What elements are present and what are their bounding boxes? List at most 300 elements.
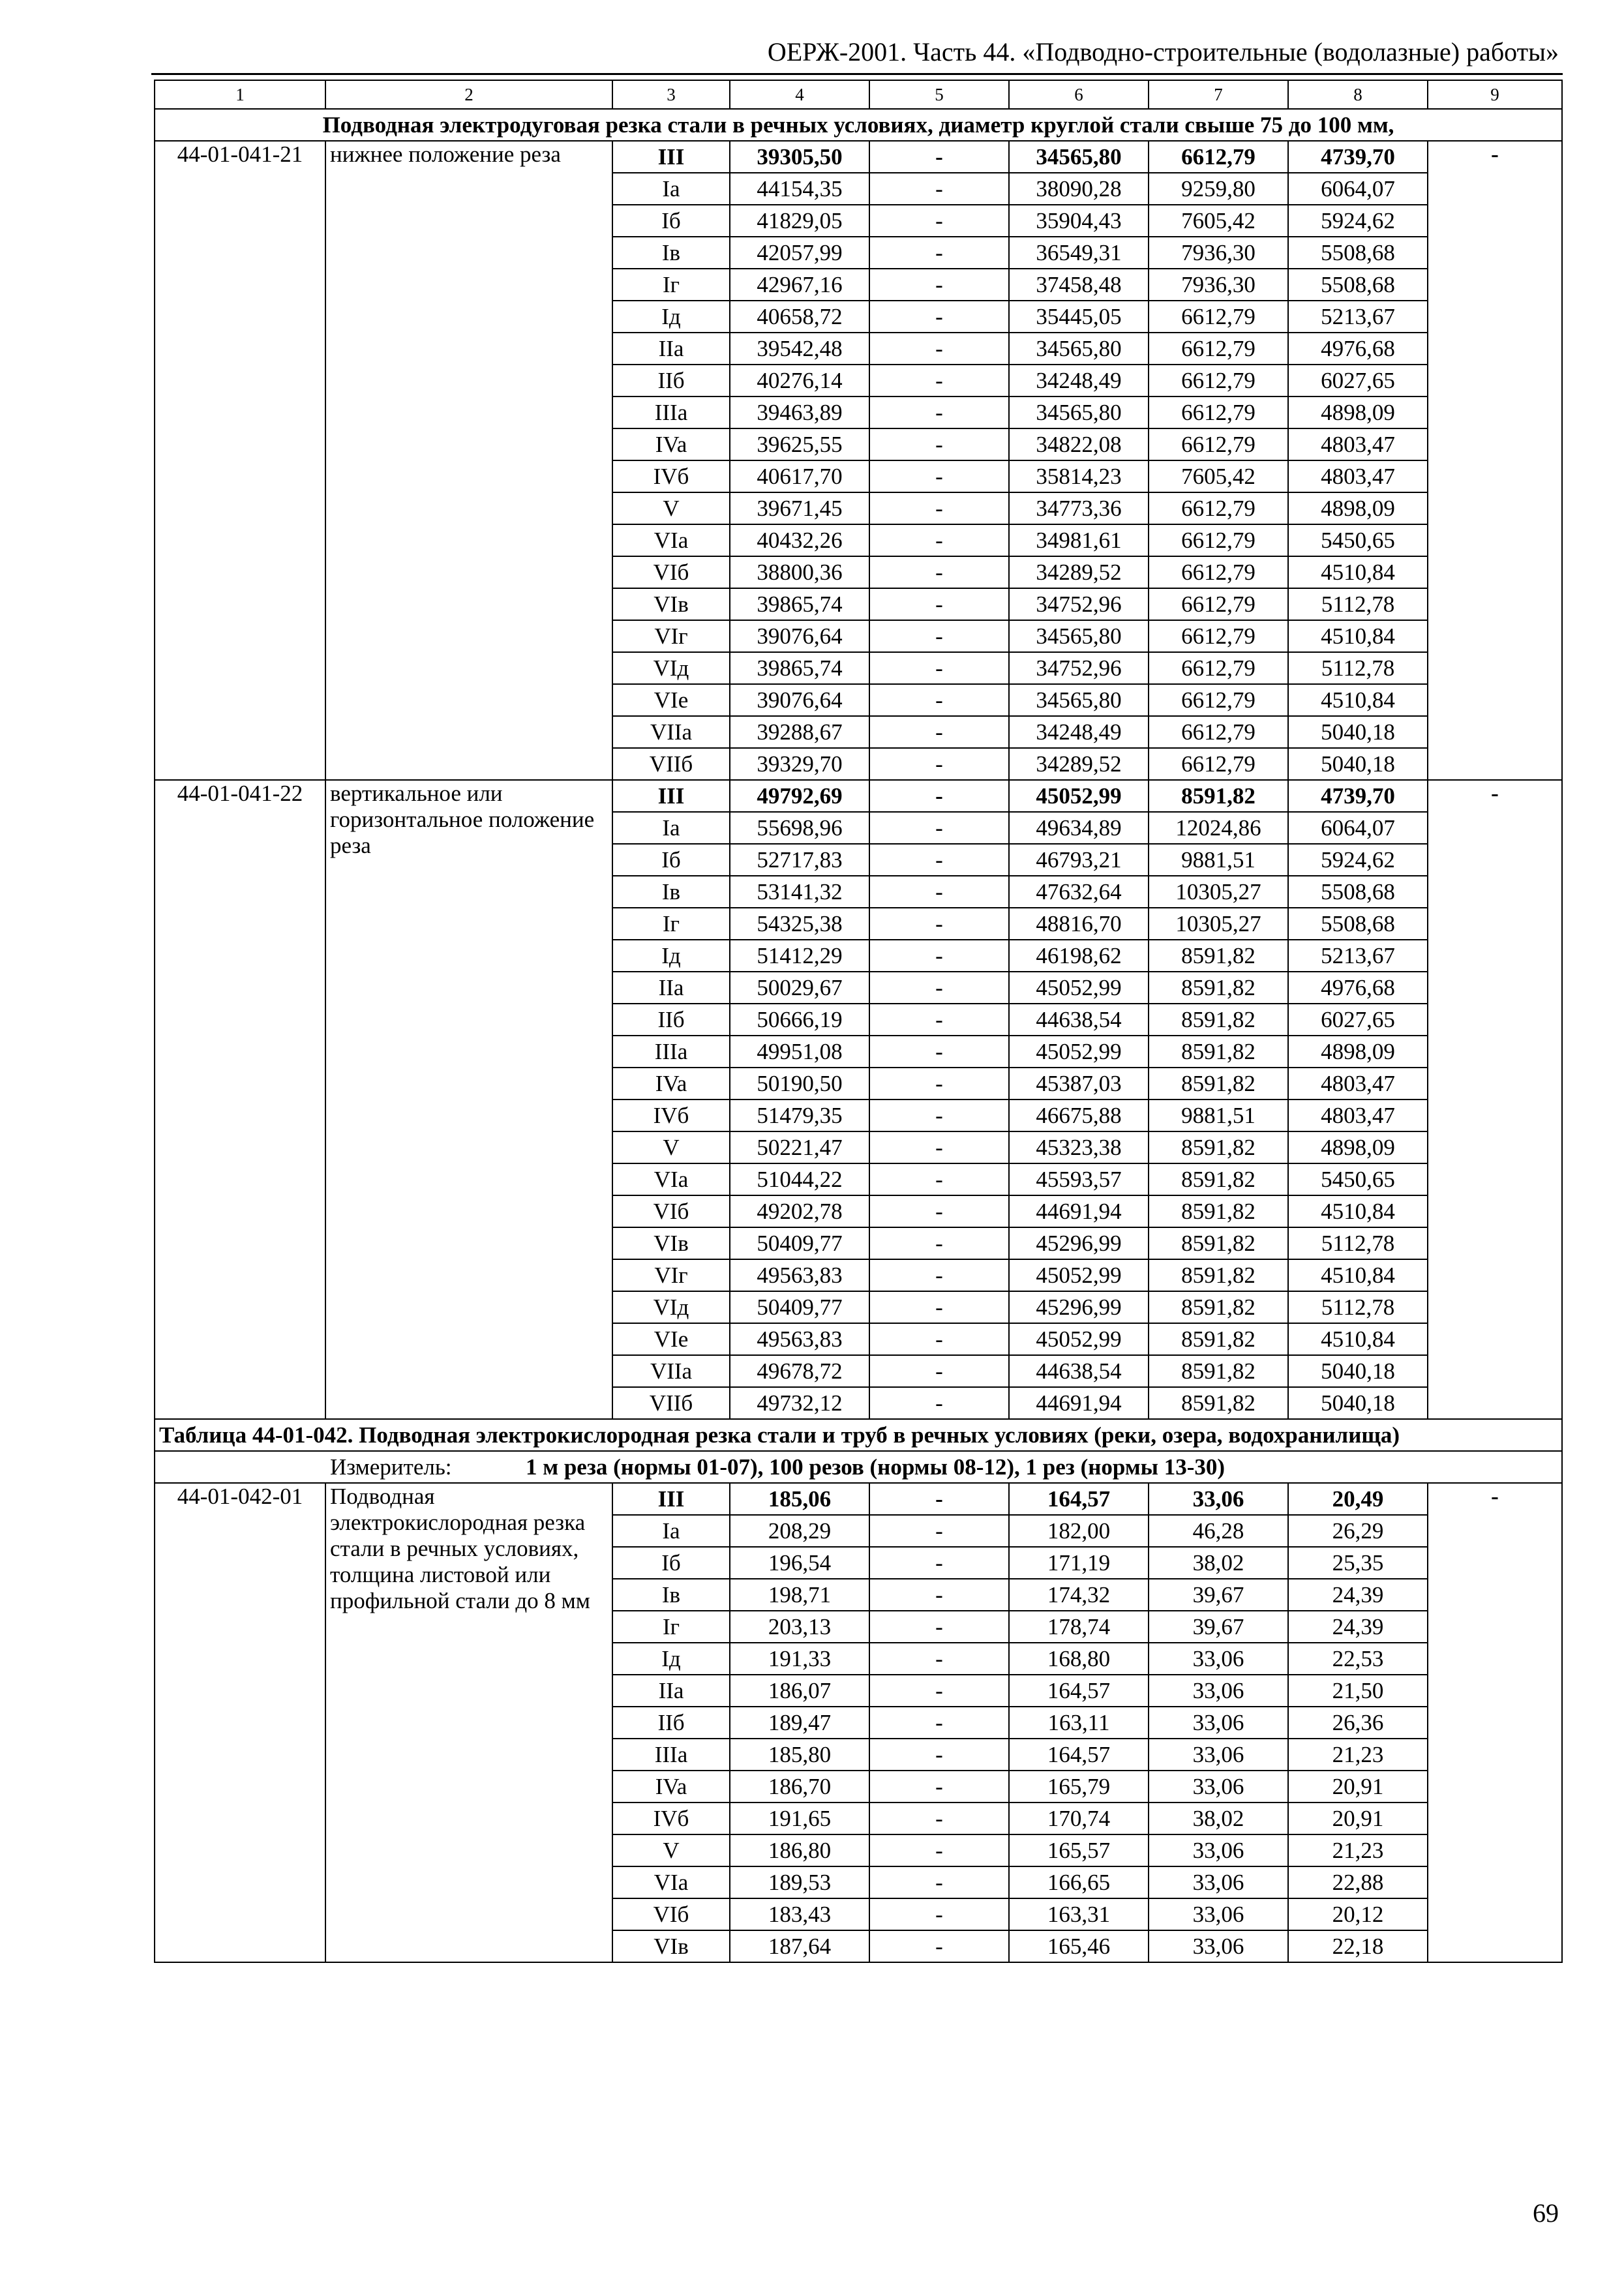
- total-cost-cell: 40617,70: [730, 460, 869, 492]
- wage-cell: -: [869, 1323, 1009, 1355]
- materials-cell: 20,91: [1288, 1771, 1428, 1803]
- materials-cell: 5924,62: [1288, 205, 1428, 237]
- driver-wage-cell: 33,06: [1149, 1930, 1288, 1962]
- driver-wage-cell: 6612,79: [1149, 556, 1288, 588]
- column-number: 1: [155, 80, 325, 109]
- driver-wage-cell: 6612,79: [1149, 301, 1288, 333]
- norm-row: [155, 780, 1562, 812]
- zone-cell: V: [612, 492, 730, 524]
- wage-cell: -: [869, 205, 1009, 237]
- driver-wage-cell: 10305,27: [1149, 876, 1288, 908]
- materials-cell: 6064,07: [1288, 173, 1428, 205]
- wage-cell: -: [869, 1483, 1009, 1515]
- machinery-cell: 34248,49: [1009, 716, 1149, 748]
- zone-cell: VIб: [612, 1195, 730, 1227]
- total-cost-cell: 51412,29: [730, 940, 869, 972]
- column-number: 3: [612, 80, 730, 109]
- materials-cell: 4898,09: [1288, 1036, 1428, 1068]
- materials-cell: 4976,68: [1288, 972, 1428, 1004]
- driver-wage-cell: 8591,82: [1149, 1195, 1288, 1227]
- machinery-cell: 47632,64: [1009, 876, 1149, 908]
- wage-cell: -: [869, 844, 1009, 876]
- driver-wage-cell: 12024,86: [1149, 812, 1288, 844]
- total-cost-cell: 186,70: [730, 1771, 869, 1803]
- zone-cell: IVa: [612, 428, 730, 460]
- driver-wage-cell: 33,06: [1149, 1739, 1288, 1771]
- column-number: 9: [1428, 80, 1562, 109]
- total-cost-cell: 49951,08: [730, 1036, 869, 1068]
- total-cost-cell: 50409,77: [730, 1291, 869, 1323]
- zone-cell: VIд: [612, 652, 730, 684]
- machinery-cell: 164,57: [1009, 1675, 1149, 1707]
- machinery-cell: 34565,80: [1009, 620, 1149, 652]
- total-cost-cell: 39288,67: [730, 716, 869, 748]
- materials-cell: 4510,84: [1288, 684, 1428, 716]
- materials-cell: 5508,68: [1288, 269, 1428, 301]
- wage-cell: -: [869, 556, 1009, 588]
- norm-description: нижнее положение реза: [325, 141, 612, 780]
- driver-wage-cell: 6612,79: [1149, 396, 1288, 428]
- wage-cell: -: [869, 141, 1009, 173]
- wage-cell: -: [869, 1930, 1009, 1962]
- materials-cell: 4976,68: [1288, 333, 1428, 365]
- total-cost-cell: 189,47: [730, 1707, 869, 1739]
- machinery-cell: 34981,61: [1009, 524, 1149, 556]
- total-cost-cell: 191,65: [730, 1803, 869, 1834]
- wage-cell: -: [869, 1771, 1009, 1803]
- total-cost-cell: 53141,32: [730, 876, 869, 908]
- machinery-cell: 46793,21: [1009, 844, 1149, 876]
- materials-cell: 6027,65: [1288, 1004, 1428, 1036]
- materials-cell: 5040,18: [1288, 1387, 1428, 1419]
- rates-table: [154, 80, 1563, 1963]
- materials-cell: 24,39: [1288, 1579, 1428, 1611]
- total-cost-cell: 40658,72: [730, 301, 869, 333]
- norm-code: 44-01-042-01: [155, 1483, 325, 1962]
- total-cost-cell: 50029,67: [730, 972, 869, 1004]
- machinery-cell: 38090,28: [1009, 173, 1149, 205]
- wage-cell: -: [869, 460, 1009, 492]
- machinery-cell: 45593,57: [1009, 1163, 1149, 1195]
- total-cost-cell: 39463,89: [730, 396, 869, 428]
- driver-wage-cell: 33,06: [1149, 1771, 1288, 1803]
- machinery-cell: 45387,03: [1009, 1068, 1149, 1100]
- norm-description: Подводная электрокислородная резка стали в речных условиях, толщина листовой или профильной стали до 8 мм: [325, 1483, 612, 1962]
- materials-cell: 20,91: [1288, 1803, 1428, 1834]
- materials-cell: 4510,84: [1288, 1259, 1428, 1291]
- materials-cell: 4898,09: [1288, 492, 1428, 524]
- wage-cell: -: [869, 1739, 1009, 1771]
- driver-wage-cell: 6612,79: [1149, 141, 1288, 173]
- table-title: Таблица 44-01-042. Подводная электрокислородная резка стали и труб в речных условиях (реки, озера, водохранилища): [155, 1419, 1562, 1451]
- column-number: 5: [869, 80, 1009, 109]
- total-cost-cell: 39865,74: [730, 652, 869, 684]
- materials-cell: 4510,84: [1288, 1195, 1428, 1227]
- driver-wage-cell: 6612,79: [1149, 333, 1288, 365]
- wage-cell: -: [869, 1898, 1009, 1930]
- wage-cell: -: [869, 620, 1009, 652]
- wage-cell: -: [869, 396, 1009, 428]
- wage-cell: -: [869, 1355, 1009, 1387]
- wage-cell: -: [869, 1100, 1009, 1131]
- wage-cell: -: [869, 812, 1009, 844]
- driver-wage-cell: 6612,79: [1149, 365, 1288, 396]
- materials-cell: 4803,47: [1288, 460, 1428, 492]
- materials-cell: 4739,70: [1288, 780, 1428, 812]
- driver-wage-cell: 33,06: [1149, 1898, 1288, 1930]
- zone-cell: Iг: [612, 269, 730, 301]
- driver-wage-cell: 8591,82: [1149, 1131, 1288, 1163]
- wage-cell: -: [869, 1547, 1009, 1579]
- driver-wage-cell: 8591,82: [1149, 1387, 1288, 1419]
- zone-cell: VIб: [612, 1898, 730, 1930]
- driver-wage-cell: 9259,80: [1149, 173, 1288, 205]
- total-cost-cell: 52717,83: [730, 844, 869, 876]
- total-cost-cell: 187,64: [730, 1930, 869, 1962]
- materials-cell: 6027,65: [1288, 365, 1428, 396]
- driver-wage-cell: 8591,82: [1149, 1163, 1288, 1195]
- driver-wage-cell: 8591,82: [1149, 1291, 1288, 1323]
- zone-cell: IVб: [612, 1803, 730, 1834]
- meter: [155, 1451, 1562, 1483]
- wage-cell: -: [869, 1803, 1009, 1834]
- total-cost-cell: 39329,70: [730, 748, 869, 780]
- materials-cell: 5040,18: [1288, 716, 1428, 748]
- wage-cell: -: [869, 652, 1009, 684]
- materials-cell: 4803,47: [1288, 1068, 1428, 1100]
- total-cost-cell: 39076,64: [730, 684, 869, 716]
- driver-wage-cell: 33,06: [1149, 1834, 1288, 1866]
- machinery-cell: 48816,70: [1009, 908, 1149, 940]
- total-cost-cell: 39076,64: [730, 620, 869, 652]
- machinery-cell: 44638,54: [1009, 1355, 1149, 1387]
- machinery-cell: 171,19: [1009, 1547, 1149, 1579]
- total-cost-cell: 49792,69: [730, 780, 869, 812]
- driver-wage-cell: 39,67: [1149, 1611, 1288, 1643]
- materials-cell: 4898,09: [1288, 396, 1428, 428]
- total-cost-cell: 39671,45: [730, 492, 869, 524]
- wage-cell: -: [869, 365, 1009, 396]
- driver-wage-cell: 6612,79: [1149, 620, 1288, 652]
- zone-cell: IIIa: [612, 1739, 730, 1771]
- zone-cell: IVa: [612, 1068, 730, 1100]
- wage-cell: -: [869, 237, 1009, 269]
- machinery-cell: 35814,23: [1009, 460, 1149, 492]
- total-cost-cell: 49563,83: [730, 1323, 869, 1355]
- total-cost-cell: 49678,72: [730, 1355, 869, 1387]
- driver-wage-cell: 7605,42: [1149, 205, 1288, 237]
- wage-cell: -: [869, 1259, 1009, 1291]
- col9-cell: -: [1428, 141, 1562, 780]
- zone-cell: Iб: [612, 1547, 730, 1579]
- wage-cell: -: [869, 1834, 1009, 1866]
- zone-cell: V: [612, 1131, 730, 1163]
- materials-cell: 25,35: [1288, 1547, 1428, 1579]
- col9-cell: -: [1428, 780, 1562, 1419]
- driver-wage-cell: 9881,51: [1149, 1100, 1288, 1131]
- wage-cell: -: [869, 1227, 1009, 1259]
- driver-wage-cell: 9881,51: [1149, 844, 1288, 876]
- wage-cell: -: [869, 1707, 1009, 1739]
- total-cost-cell: 50409,77: [730, 1227, 869, 1259]
- driver-wage-cell: 6612,79: [1149, 652, 1288, 684]
- machinery-cell: 45052,99: [1009, 1323, 1149, 1355]
- materials-cell: 20,12: [1288, 1898, 1428, 1930]
- driver-wage-cell: 7936,30: [1149, 237, 1288, 269]
- wage-cell: -: [869, 1675, 1009, 1707]
- zone-cell: IVa: [612, 1771, 730, 1803]
- zone-cell: VIIa: [612, 716, 730, 748]
- total-cost-cell: 183,43: [730, 1898, 869, 1930]
- zone-cell: Iв: [612, 237, 730, 269]
- wage-cell: -: [869, 1291, 1009, 1323]
- driver-wage-cell: 7605,42: [1149, 460, 1288, 492]
- total-cost-cell: 39305,50: [730, 141, 869, 173]
- machinery-cell: 168,80: [1009, 1643, 1149, 1675]
- materials-cell: 5924,62: [1288, 844, 1428, 876]
- column-number-row: [155, 80, 1562, 109]
- machinery-cell: 46198,62: [1009, 940, 1149, 972]
- wage-cell: -: [869, 333, 1009, 365]
- materials-cell: 4803,47: [1288, 1100, 1428, 1131]
- wage-cell: -: [869, 1515, 1009, 1547]
- total-cost-cell: 196,54: [730, 1547, 869, 1579]
- machinery-cell: 45296,99: [1009, 1291, 1149, 1323]
- total-cost-cell: 54325,38: [730, 908, 869, 940]
- zone-cell: VIIб: [612, 1387, 730, 1419]
- driver-wage-cell: 46,28: [1149, 1515, 1288, 1547]
- wage-cell: -: [869, 684, 1009, 716]
- driver-wage-cell: 8591,82: [1149, 780, 1288, 812]
- zone-cell: VIв: [612, 1930, 730, 1962]
- zone-cell: VIa: [612, 524, 730, 556]
- materials-cell: 4898,09: [1288, 1131, 1428, 1163]
- driver-wage-cell: 33,06: [1149, 1866, 1288, 1898]
- machinery-cell: 34565,80: [1009, 684, 1149, 716]
- driver-wage-cell: 6612,79: [1149, 428, 1288, 460]
- zone-cell: III: [612, 141, 730, 173]
- zone-cell: VIв: [612, 588, 730, 620]
- driver-wage-cell: 38,02: [1149, 1803, 1288, 1834]
- wage-cell: -: [869, 1004, 1009, 1036]
- zone-cell: III: [612, 1483, 730, 1515]
- materials-cell: 20,49: [1288, 1483, 1428, 1515]
- machinery-cell: 45323,38: [1009, 1131, 1149, 1163]
- materials-cell: 5112,78: [1288, 1227, 1428, 1259]
- driver-wage-cell: 8591,82: [1149, 940, 1288, 972]
- zone-cell: VIг: [612, 1259, 730, 1291]
- total-cost-cell: 49202,78: [730, 1195, 869, 1227]
- norm-code: 44-01-041-22: [155, 780, 325, 1419]
- materials-cell: 5450,65: [1288, 1163, 1428, 1195]
- driver-wage-cell: 8591,82: [1149, 1036, 1288, 1068]
- total-cost-cell: 39625,55: [730, 428, 869, 460]
- machinery-cell: 45052,99: [1009, 1259, 1149, 1291]
- driver-wage-cell: 6612,79: [1149, 748, 1288, 780]
- wage-cell: -: [869, 780, 1009, 812]
- total-cost-cell: 185,06: [730, 1483, 869, 1515]
- materials-cell: 21,50: [1288, 1675, 1428, 1707]
- wage-cell: -: [869, 940, 1009, 972]
- driver-wage-cell: 8591,82: [1149, 1227, 1288, 1259]
- total-cost-cell: 42057,99: [730, 237, 869, 269]
- driver-wage-cell: 6612,79: [1149, 492, 1288, 524]
- materials-cell: 4510,84: [1288, 620, 1428, 652]
- driver-wage-cell: 6612,79: [1149, 684, 1288, 716]
- zone-cell: IIIa: [612, 1036, 730, 1068]
- col9-cell: -: [1428, 1483, 1562, 1962]
- machinery-cell: 34565,80: [1009, 141, 1149, 173]
- machinery-cell: 34822,08: [1009, 428, 1149, 460]
- machinery-cell: 178,74: [1009, 1611, 1149, 1643]
- zone-cell: VIг: [612, 620, 730, 652]
- total-cost-cell: 51044,22: [730, 1163, 869, 1195]
- materials-cell: 5112,78: [1288, 652, 1428, 684]
- materials-cell: 5508,68: [1288, 237, 1428, 269]
- materials-cell: 21,23: [1288, 1739, 1428, 1771]
- materials-cell: 21,23: [1288, 1834, 1428, 1866]
- machinery-cell: 34773,36: [1009, 492, 1149, 524]
- driver-wage-cell: 8591,82: [1149, 1323, 1288, 1355]
- wage-cell: -: [869, 301, 1009, 333]
- total-cost-cell: 189,53: [730, 1866, 869, 1898]
- driver-wage-cell: 8591,82: [1149, 1259, 1288, 1291]
- total-cost-cell: 186,80: [730, 1834, 869, 1866]
- total-cost-cell: 40276,14: [730, 365, 869, 396]
- machinery-cell: 34565,80: [1009, 396, 1149, 428]
- materials-cell: 5213,67: [1288, 301, 1428, 333]
- driver-wage-cell: 38,02: [1149, 1547, 1288, 1579]
- zone-cell: VIa: [612, 1866, 730, 1898]
- total-cost-cell: 55698,96: [730, 812, 869, 844]
- materials-cell: 5112,78: [1288, 1291, 1428, 1323]
- zone-cell: Iб: [612, 844, 730, 876]
- wage-cell: -: [869, 1387, 1009, 1419]
- wage-cell: -: [869, 428, 1009, 460]
- zone-cell: IIa: [612, 333, 730, 365]
- machinery-cell: 44638,54: [1009, 1004, 1149, 1036]
- machinery-cell: 45052,99: [1009, 1036, 1149, 1068]
- total-cost-cell: 198,71: [730, 1579, 869, 1611]
- zone-cell: V: [612, 1834, 730, 1866]
- running-header: ОЕРЖ-2001. Часть 44. «Подводно-строительные (водолазные) работы»: [767, 37, 1559, 67]
- machinery-cell: 165,57: [1009, 1834, 1149, 1866]
- wage-cell: -: [869, 716, 1009, 748]
- zone-cell: Ia: [612, 1515, 730, 1547]
- machinery-cell: 174,32: [1009, 1579, 1149, 1611]
- zone-cell: VIд: [612, 1291, 730, 1323]
- machinery-cell: 34752,96: [1009, 652, 1149, 684]
- total-cost-cell: 185,80: [730, 1739, 869, 1771]
- materials-cell: 22,53: [1288, 1643, 1428, 1675]
- materials-cell: 5040,18: [1288, 1355, 1428, 1387]
- driver-wage-cell: 6612,79: [1149, 524, 1288, 556]
- norm-description: вертикальное или горизонтальное положение реза: [325, 780, 612, 1419]
- zone-cell: VIe: [612, 684, 730, 716]
- column-number: 8: [1288, 80, 1428, 109]
- machinery-cell: 34289,52: [1009, 748, 1149, 780]
- total-cost-cell: 186,07: [730, 1675, 869, 1707]
- total-cost-cell: 41829,05: [730, 205, 869, 237]
- wage-cell: -: [869, 1068, 1009, 1100]
- machinery-cell: 46675,88: [1009, 1100, 1149, 1131]
- driver-wage-cell: 7936,30: [1149, 269, 1288, 301]
- meter-label: Измеритель:: [330, 1454, 452, 1480]
- total-cost-cell: 39865,74: [730, 588, 869, 620]
- column-number: 7: [1149, 80, 1288, 109]
- page-number: 69: [1533, 2198, 1559, 2228]
- zone-cell: Ia: [612, 812, 730, 844]
- machinery-cell: 163,31: [1009, 1898, 1149, 1930]
- header-rule: [151, 73, 1563, 75]
- total-cost-cell: 44154,35: [730, 173, 869, 205]
- zone-cell: IIa: [612, 1675, 730, 1707]
- machinery-cell: 35445,05: [1009, 301, 1149, 333]
- wage-cell: -: [869, 492, 1009, 524]
- materials-cell: 4510,84: [1288, 556, 1428, 588]
- zone-cell: Ia: [612, 173, 730, 205]
- column-number: 4: [730, 80, 869, 109]
- zone-cell: Iб: [612, 205, 730, 237]
- machinery-cell: 37458,48: [1009, 269, 1149, 301]
- wage-cell: -: [869, 1866, 1009, 1898]
- materials-cell: 22,18: [1288, 1930, 1428, 1962]
- zone-cell: Iд: [612, 1643, 730, 1675]
- total-cost-cell: 208,29: [730, 1515, 869, 1547]
- zone-cell: VIa: [612, 1163, 730, 1195]
- driver-wage-cell: 8591,82: [1149, 1004, 1288, 1036]
- zone-cell: Iд: [612, 301, 730, 333]
- zone-cell: Iв: [612, 876, 730, 908]
- machinery-cell: 49634,89: [1009, 812, 1149, 844]
- materials-cell: 5040,18: [1288, 748, 1428, 780]
- column-number: 6: [1009, 80, 1149, 109]
- zone-cell: IIб: [612, 1707, 730, 1739]
- meter-row: [155, 1451, 1562, 1483]
- machinery-cell: 45052,99: [1009, 972, 1149, 1004]
- driver-wage-cell: 8591,82: [1149, 972, 1288, 1004]
- machinery-cell: 44691,94: [1009, 1387, 1149, 1419]
- total-cost-cell: 38800,36: [730, 556, 869, 588]
- materials-cell: 26,29: [1288, 1515, 1428, 1547]
- machinery-cell: 165,46: [1009, 1930, 1149, 1962]
- materials-cell: 5508,68: [1288, 876, 1428, 908]
- driver-wage-cell: 33,06: [1149, 1643, 1288, 1675]
- materials-cell: 5450,65: [1288, 524, 1428, 556]
- machinery-cell: 182,00: [1009, 1515, 1149, 1547]
- materials-cell: 26,36: [1288, 1707, 1428, 1739]
- driver-wage-cell: 6612,79: [1149, 716, 1288, 748]
- driver-wage-cell: 33,06: [1149, 1675, 1288, 1707]
- meter-value: 1 м реза (нормы 01-07), 100 резов (нормы 08-12), 1 рез (нормы 13-30): [526, 1454, 1226, 1480]
- zone-cell: IIa: [612, 972, 730, 1004]
- total-cost-cell: 50221,47: [730, 1131, 869, 1163]
- machinery-cell: 164,57: [1009, 1483, 1149, 1515]
- zone-cell: Iг: [612, 1611, 730, 1643]
- wage-cell: -: [869, 748, 1009, 780]
- total-cost-cell: 42967,16: [730, 269, 869, 301]
- norm-row: [155, 1483, 1562, 1515]
- driver-wage-cell: 10305,27: [1149, 908, 1288, 940]
- driver-wage-cell: 6612,79: [1149, 588, 1288, 620]
- wage-cell: -: [869, 173, 1009, 205]
- wage-cell: -: [869, 972, 1009, 1004]
- materials-cell: 24,39: [1288, 1611, 1428, 1643]
- zone-cell: VIIa: [612, 1355, 730, 1387]
- materials-cell: 4739,70: [1288, 141, 1428, 173]
- section-title: Подводная электродуговая резка стали в речных условиях, диаметр круглой стали свыше 75 до 100 мм,: [155, 109, 1562, 141]
- total-cost-cell: 49732,12: [730, 1387, 869, 1419]
